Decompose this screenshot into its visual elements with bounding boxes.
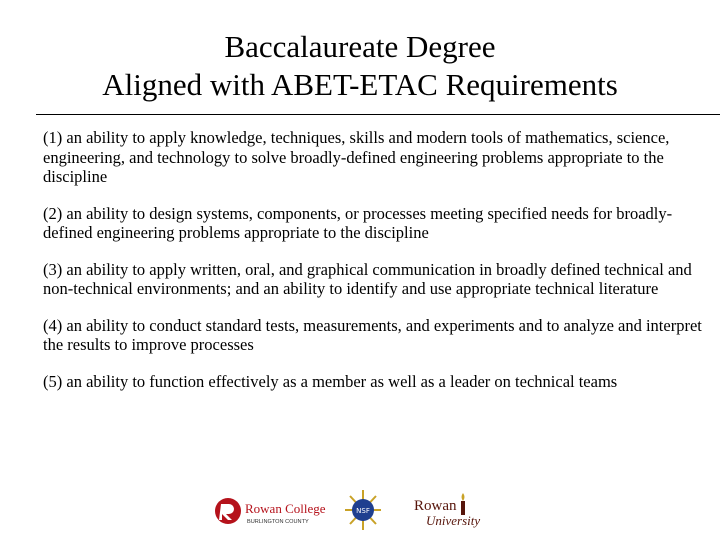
rcbc-name: Rowan College bbox=[245, 501, 326, 516]
requirement-1: (1) an ability to apply knowledge, techniques, skills and modern tools of mathematics, science, engineering, and technology to solve broadly-defined engineering problems appropriate to the discipline bbox=[43, 128, 670, 186]
requirement-5: (5) an ability to function effectively as a member as well as a leader on technical teams bbox=[43, 371, 618, 391]
requirement-4: (4) an ability to conduct standard tests, measurements, and experiments and to analyze and interpret the results to improve processes bbox=[43, 315, 702, 354]
slide-title bbox=[0, 28, 720, 104]
rowan-name: Rowan bbox=[414, 498, 457, 514]
nsf-logo bbox=[344, 488, 382, 532]
torch-icon bbox=[461, 493, 465, 515]
logo-strip bbox=[0, 488, 720, 538]
requirement-3: (3) an ability to apply written, oral, and graphical communication in broadly defined technical and non-technical environments; and an ability to identify and use appropriate technical literature bbox=[43, 259, 692, 298]
requirements-list bbox=[43, 128, 708, 408]
title-line-1: Baccalaureate Degree bbox=[224, 29, 496, 64]
nsf-text: NSF bbox=[356, 507, 370, 515]
rcbc-subtitle: BURLINGTON COUNTY bbox=[247, 519, 309, 525]
rowan-university-logo bbox=[414, 490, 490, 532]
title-line-2: Aligned with ABET-ETAC Requirements bbox=[102, 67, 618, 102]
title-divider bbox=[36, 114, 720, 115]
requirement-2: (2) an ability to design systems, components, or processes meeting specified needs for broadly-defined engineering problems appropriate to the discipline bbox=[43, 203, 673, 242]
rowan-college-burlington-county-logo bbox=[214, 494, 326, 528]
rowan-university-text: University bbox=[426, 513, 481, 528]
